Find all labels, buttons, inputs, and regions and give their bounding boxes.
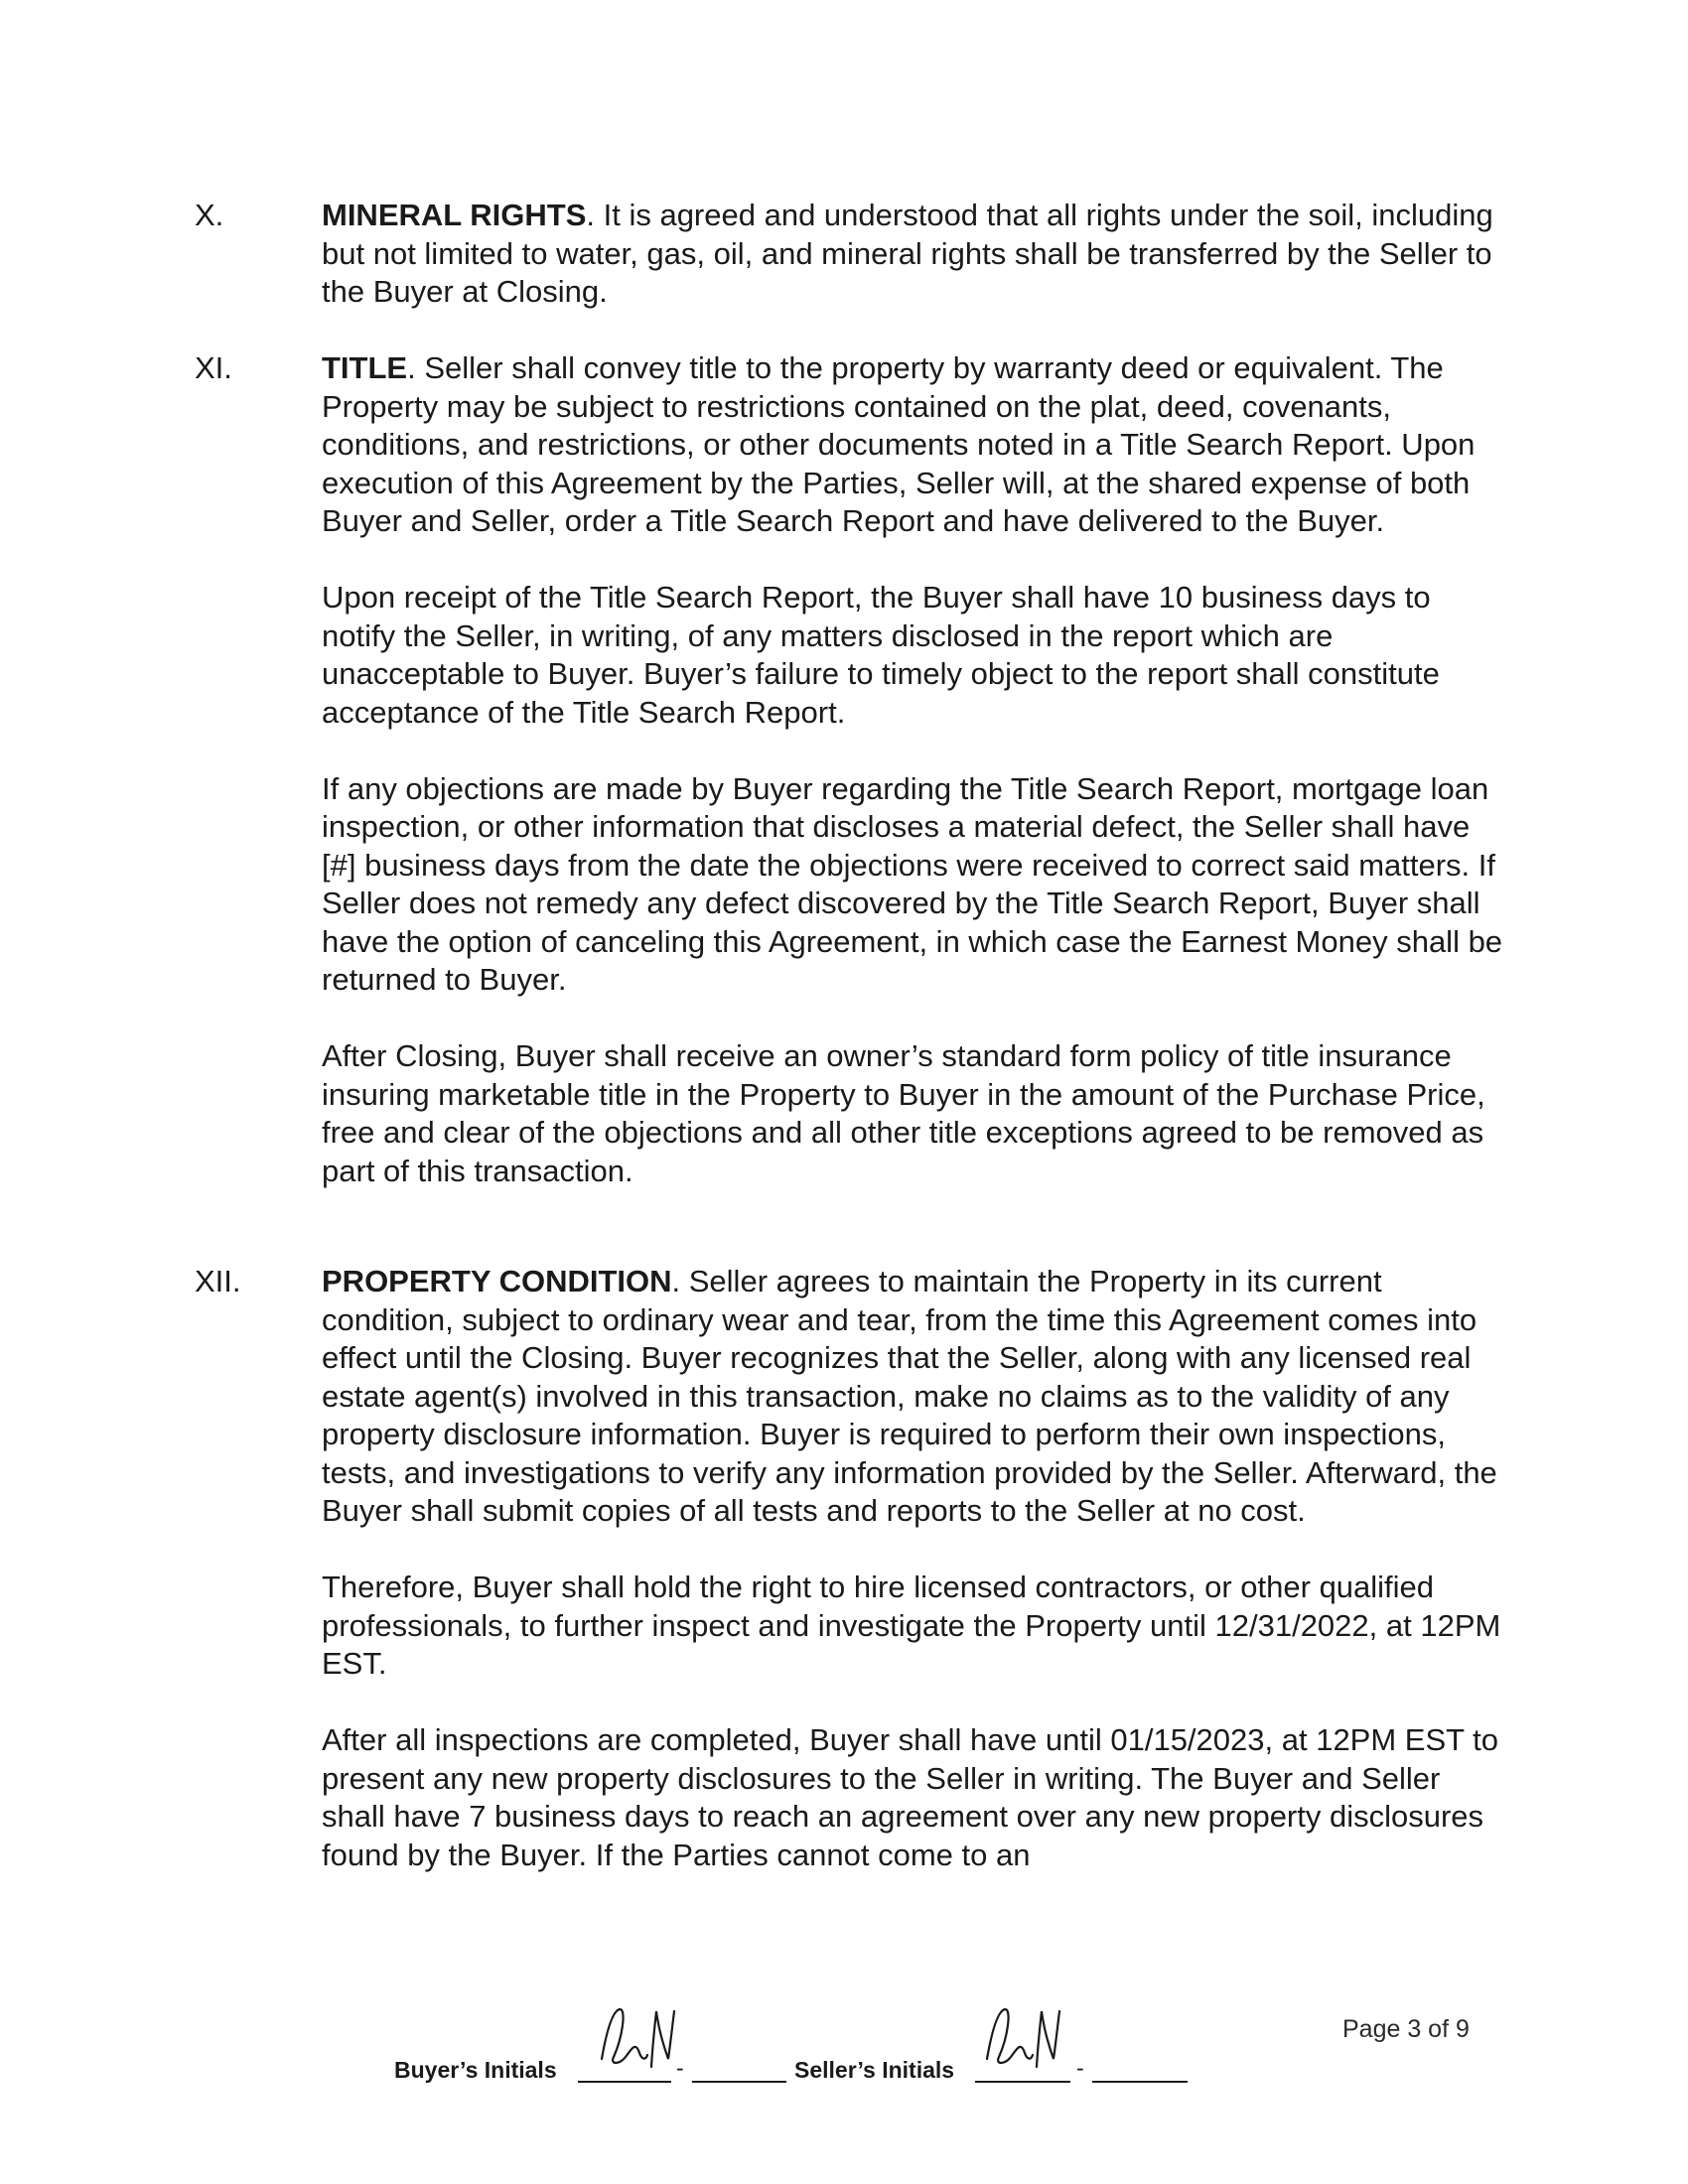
paragraph-title-objections: If any objections are made by Buyer regarding the Title Search Report, mortgage loan inspection, or other information that discloses a material defect, the Seller shall have [#] business days from the date the objections were received to correct said matters. If Seller does not remedy any defect discovered by the Title Search Report, Buyer shall have the option of canceling this Agreement, in which case the Earnest Money shall be returned to Buyer. <box>322 770 1503 997</box>
initials-separator: - <box>1076 2055 1084 2081</box>
section-heading: PROPERTY CONDITION <box>322 1264 672 1298</box>
section-lead-text: . Seller agrees to maintain the Property in its current condition, subject to ordinary wear and tear, from the time this Agreement comes into effect until the Closing. Buyer recognizes that the Seller, along with any licensed real estate agent(s) involved in this transaction, make no claims as to the validity of any property disclosure information. Buyer is required to perform their own inspections, tests, and investigations to verify any information provided by the Seller. Afterward, the Buyer shall submit copies of all tests and reports to the Seller at no cost. <box>322 1264 1497 1528</box>
buyer-initials-label: Buyer’s Initials <box>394 2057 557 2083</box>
paragraph-title-insurance: After Closing, Buyer shall receive an owner’s standard form policy of title insurance insuring marketable title in the Property to Buyer in the amount of the Purchase Price, free and clear of the objections and all other title exceptions agreed to be removed as part of this transaction. <box>322 1038 1485 1188</box>
paragraph-new-disclosures: After all inspections are completed, Buyer shall have until 01/15/2023, at 12PM EST to present any new property disclosures to the Seller in writing. The Buyer and Seller shall have 7 business days to reach an agreement over any new property disclosures found by the Buyer. If the Parties cannot come to an <box>322 1722 1498 1872</box>
paragraph-inspection-right: Therefore, Buyer shall hold the right to hire licensed contractors, or other qualified professionals, to further inspect and investigate the Property until 12/31/2022, at 12PM EST. <box>322 1570 1501 1681</box>
section-heading: MINERAL RIGHTS <box>322 198 587 232</box>
paragraph-title-review-period: Upon receipt of the Title Search Report, the Buyer shall have 10 business days to notify the Seller, in writing, of any matters disclosed in the report which are unacceptable to Buyer. Buyer’s failure to timely object to the report shall constitute acceptance of the Title Search Report. <box>322 580 1440 730</box>
seller-initials-field[interactable] <box>975 2081 1070 2083</box>
seller-initials-signature-icon <box>981 2001 1070 2081</box>
section-numeral: XI. <box>195 350 232 385</box>
page-number: Page 3 of 9 <box>1342 2015 1470 2043</box>
seller-initials-second-field[interactable] <box>1092 2081 1188 2083</box>
section-numeral: X. <box>195 198 224 232</box>
section-lead-text: . It is agreed and understood that all rights under the soil, including but not limited to water, gas, oil, and mineral rights shall be transferred by the Seller to the Buyer at Closing. <box>322 198 1493 309</box>
buyer-initials-signature-icon <box>596 2001 685 2081</box>
buyer-initials-field[interactable] <box>578 2081 671 2083</box>
section-heading: TITLE <box>322 350 408 385</box>
section-lead-paragraph <box>322 349 1503 541</box>
section-lead-paragraph <box>322 1263 1503 1531</box>
page-footer <box>0 1995 1688 2105</box>
section-lead-paragraph <box>322 197 1503 312</box>
section-numeral: XII. <box>195 1264 241 1298</box>
initials-separator: - <box>676 2055 684 2081</box>
buyer-initials-second-field[interactable] <box>692 2081 786 2083</box>
section-lead-text: . Seller shall convey title to the property by warranty deed or equivalent. The Property may be subject to restrictions contained on the plat, deed, covenants, conditions, and restrictions, or other documents noted in a Title Search Report. Upon execution of this Agreement by the Parties, Seller will, at the shared expense of both Buyer and Seller, order a Title Search Report and have delivered to the Buyer. <box>322 350 1476 538</box>
seller-initials-label: Seller’s Initials <box>794 2057 955 2083</box>
